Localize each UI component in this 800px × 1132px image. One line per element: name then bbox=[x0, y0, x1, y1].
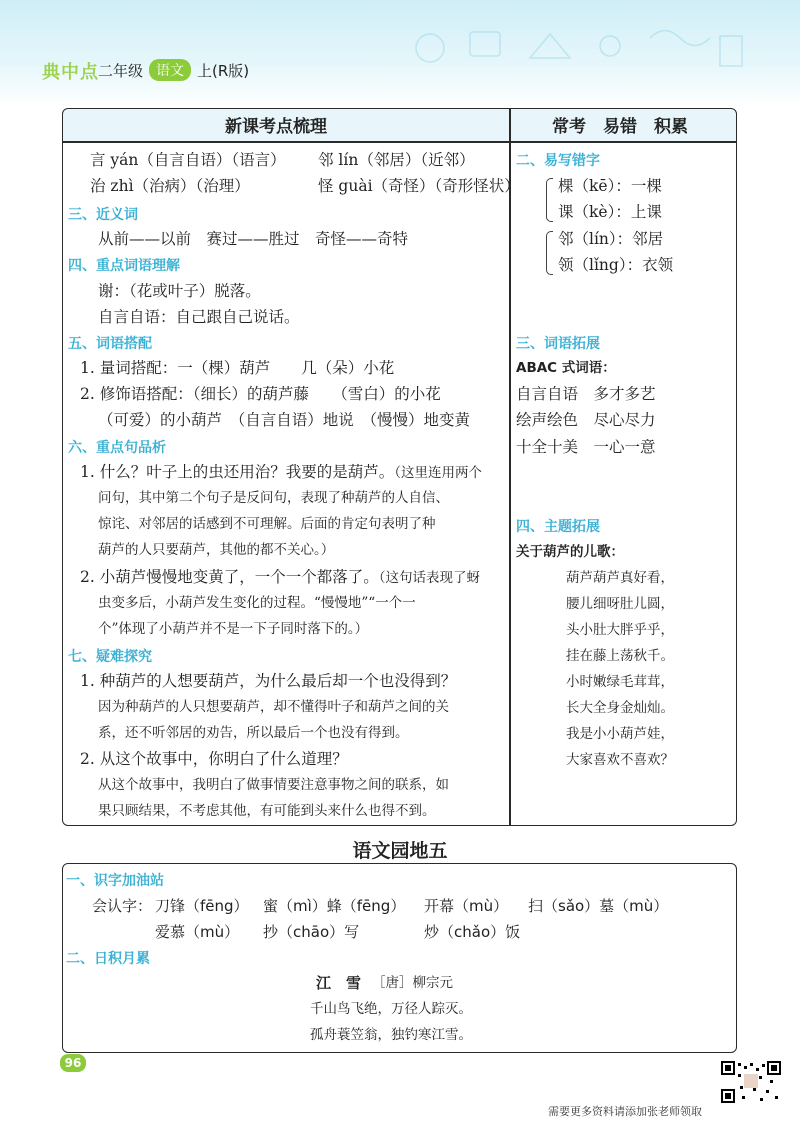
brand-logo: 典中点 bbox=[42, 62, 99, 83]
understanding-item: 谢：（花或叶子）脱落。 bbox=[98, 282, 261, 300]
sentence-analysis: 惊诧、对邻居的话感到不可理解。后面的肯定句表明了种 bbox=[98, 516, 436, 532]
poem-line: 挂在藤上荡秋千。 bbox=[566, 648, 674, 664]
sentence-quote: 1. 什么？叶子上的虫还用治？我要的是葫芦。 bbox=[80, 463, 395, 481]
poem-line: 头小肚大胖乎乎， bbox=[566, 622, 674, 638]
sentence-analysis: 问句，其中第二个句子是反问句，表现了种葫芦的人自信、 bbox=[98, 490, 449, 506]
literacy-word: 爱慕（mù） bbox=[155, 923, 240, 941]
poem-line: 腰儿细呀肚儿圆， bbox=[566, 596, 674, 612]
sentence-analysis: 虫变多后，小葫芦发生变化的过程。“慢慢地”“一个一 bbox=[98, 595, 416, 611]
word-entry: 言 yán（自言自语）（语言） bbox=[90, 151, 286, 169]
literacy-word: 刀锋（fēng） bbox=[155, 897, 249, 915]
term-label: 上(R版) bbox=[197, 61, 250, 80]
confusable-char: 邻（lín）：邻居 bbox=[558, 230, 664, 248]
synonyms-heading: 三、近义词 bbox=[68, 207, 138, 223]
poem-verse: 千山鸟飞绝，万径人踪灭。 bbox=[310, 1001, 472, 1017]
word-entry: 治 zhì（治病）（治理） bbox=[90, 177, 250, 195]
left-column-header: 新课考点梳理 bbox=[225, 117, 327, 137]
accumulate-heading: 二、日积月累 bbox=[66, 951, 150, 967]
sentence-analysis: 葫芦的人只要葫芦，其他的都不关心。） bbox=[98, 542, 335, 558]
poem-line: 长大全身金灿灿。 bbox=[566, 700, 674, 716]
right-column-header: 常考 易错 积累 bbox=[552, 117, 688, 137]
inquiry-answer: 从这个故事中，我明白了做事情要注意事物之间的联系，如 bbox=[98, 777, 449, 793]
understanding-heading: 四、重点词语理解 bbox=[68, 258, 180, 274]
abac-words: 十全十美 一心一意 bbox=[516, 438, 656, 456]
poem-author: ［唐］柳宗元 bbox=[372, 975, 453, 991]
literacy-word: 扫（sǎo）墓（mù） bbox=[528, 897, 669, 915]
qr-caption: 需要更多资料请添加张老师领取 bbox=[548, 1105, 702, 1118]
header-divider bbox=[62, 141, 737, 143]
confusable-char: 棵（kē）：一棵 bbox=[558, 177, 662, 195]
synonyms-text: 从前——以前 赛过——胜过 奇怪——奇特 bbox=[98, 230, 409, 248]
literacy-label: 会认字： bbox=[92, 897, 153, 915]
collocation-item: 1. 量词搭配：一（棵）葫芦 几（朵）小花 bbox=[80, 359, 395, 377]
subject-badge: 语文 bbox=[149, 59, 191, 81]
collocation-item: 2. 修饰语搭配：（细长）的葫芦藤 （雪白）的小花 bbox=[80, 385, 441, 403]
collocation-item: （可爱）的小葫芦 （自言自语）地说 （慢慢）地变黄 bbox=[98, 411, 471, 429]
theme-heading: 四、主题拓展 bbox=[516, 519, 600, 535]
literacy-heading: 一、识字加油站 bbox=[66, 873, 164, 889]
word-entry: 邻 lín（邻居）（近邻） bbox=[318, 151, 475, 169]
abac-words: 自言自语 多才多艺 bbox=[516, 385, 656, 403]
sentences-heading: 六、重点句品析 bbox=[68, 440, 166, 456]
qr-code-icon bbox=[720, 1060, 782, 1114]
sentence-analysis: 个”体现了小葫芦并不是一下子同时落下的。） bbox=[98, 621, 369, 637]
pair-brace bbox=[546, 231, 553, 275]
inquiry-question: 1. 种葫芦的人想要葫芦，为什么最后却一个也没得到？ bbox=[80, 672, 457, 690]
inquiry-answer: 因为种葫芦的人只想要葫芦，却不懂得叶子和葫芦之间的关 bbox=[98, 699, 449, 715]
literacy-word: 蜜（mì）蜂（fēng） bbox=[263, 897, 406, 915]
book-title bbox=[98, 59, 249, 81]
literacy-word: 抄（chāo）写 bbox=[263, 923, 360, 941]
page-number: 96 bbox=[60, 1054, 86, 1072]
sentence-quote: 2. 小葫芦慢慢地变黄了，一个一个都落了。 bbox=[80, 568, 379, 586]
header-doodle-decoration bbox=[400, 18, 760, 88]
pair-brace bbox=[546, 178, 553, 222]
collocation-heading: 五、词语搭配 bbox=[68, 336, 152, 352]
sentence-question bbox=[80, 462, 482, 483]
poem-verse: 孤舟蓑笠翁，独钓寒江雪。 bbox=[310, 1027, 472, 1043]
poem-title: 江 雪 bbox=[316, 974, 362, 992]
section-title: 语文园地五 bbox=[352, 840, 448, 862]
inquiry-question: 2. 从这个故事中，你明白了什么道理？ bbox=[80, 750, 348, 768]
understanding-item: 自言自语：自己跟自己说话。 bbox=[98, 308, 300, 326]
poem-line: 小时嫩绿毛茸茸， bbox=[566, 674, 674, 690]
theme-subtitle: 关于葫芦的儿歌： bbox=[516, 544, 624, 560]
word-entry: 怪 guài（奇怪）（奇形怪状） bbox=[318, 177, 520, 195]
inquiry-heading: 七、疑难探究 bbox=[68, 649, 152, 665]
sentence-analysis: （这句话表现了蚜 bbox=[378, 570, 480, 586]
abac-words: 绘声绘色 尽心尽力 bbox=[516, 411, 656, 429]
poem-line: 葫芦葫芦真好看， bbox=[566, 570, 674, 586]
poem-line: 我是小小葫芦娃， bbox=[566, 726, 674, 742]
confusable-char: 领（lǐng）：衣领 bbox=[558, 256, 674, 274]
sentence-analysis: （这里连用两个 bbox=[394, 465, 482, 481]
inquiry-answer: 果只顾结果，不考虑其他，有可能到头来什么也得不到。 bbox=[98, 803, 436, 819]
grade-label: 二年级 bbox=[98, 61, 144, 80]
literacy-word: 开幕（mù） bbox=[424, 897, 509, 915]
expand-heading: 三、词语拓展 bbox=[516, 336, 600, 352]
literacy-word: 炒（chǎo）饭 bbox=[424, 923, 521, 941]
confusable-char: 课（kè）：上课 bbox=[558, 203, 662, 221]
inquiry-answer: 系，还不听邻居的劝告，所以最后一个也没有得到。 bbox=[98, 725, 409, 741]
easy-wrong-heading: 二、易写错字 bbox=[516, 153, 600, 169]
poem-line: 大家喜欢不喜欢？ bbox=[566, 752, 674, 768]
column-divider bbox=[509, 108, 511, 826]
sentence-question bbox=[80, 567, 480, 588]
header-band bbox=[0, 0, 800, 108]
expand-subtitle: ABAC 式词语： bbox=[516, 360, 616, 376]
